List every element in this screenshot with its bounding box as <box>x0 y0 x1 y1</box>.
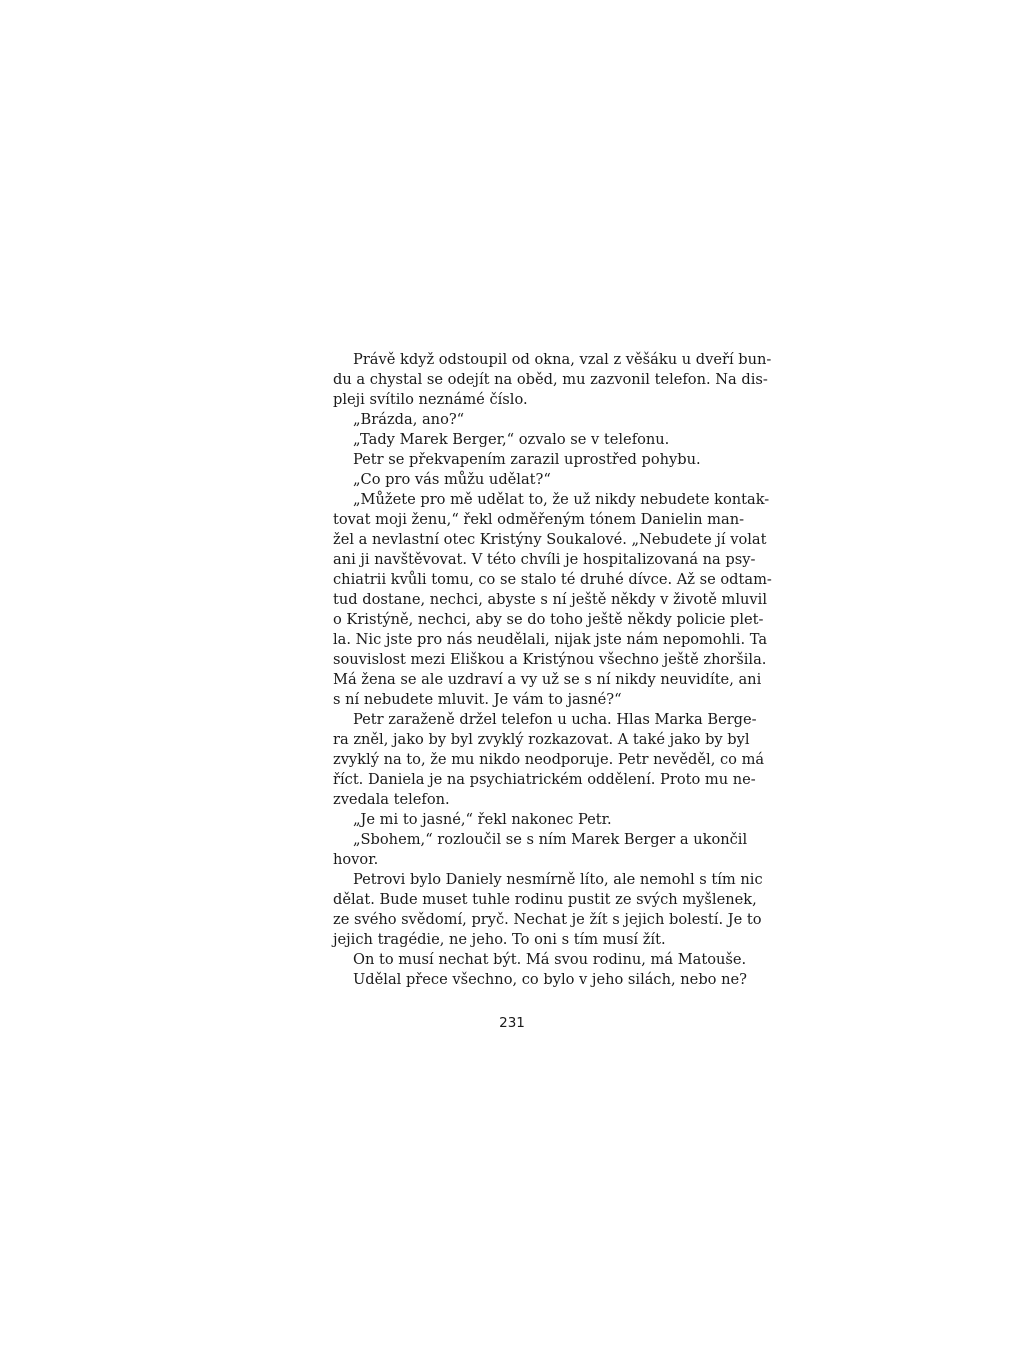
text-line: Má žena se ale uzdraví a vy už se s ní nikdy neuvidíte, ani <box>333 671 762 688</box>
text-line: hovor. <box>333 851 379 868</box>
text-line: ani ji navštěvovat. V této chvíli je hospitalizovaná na psy- <box>333 551 756 568</box>
paragraph <box>333 450 701 470</box>
paragraph <box>333 710 765 810</box>
book-page-text <box>333 350 772 990</box>
paragraph <box>333 470 701 490</box>
text-line: jejich tragédie, ne jeho. To oni s tím musí žít. <box>333 931 666 948</box>
text-line: la. Nic jste pro nás neudělali, nijak jste nám nepomohli. Ta <box>333 631 768 648</box>
paragraph <box>333 410 701 430</box>
text-line: s ní nebudete mluvit. Je vám to jasné?“ <box>333 691 622 708</box>
paragraph <box>333 490 772 710</box>
paragraph <box>333 430 701 450</box>
text-line: Právě když odstoupil od okna, vzal z věšáku u dveří bun- <box>353 351 772 368</box>
text-line: On to musí nechat být. Má svou rodinu, má Matouše. <box>353 951 747 968</box>
text-line: o Kristýně, nechci, aby se do toho ještě někdy policie plet- <box>333 611 764 628</box>
text-line: du a chystal se odejít na oběd, mu zazvonil telefon. Na dis- <box>333 371 768 388</box>
text-line: „Sbohem,“ rozloučil se s ním Marek Berger a ukončil <box>353 831 748 848</box>
paragraph <box>333 810 701 830</box>
text-line: „Je mi to jasné,“ řekl nakonec Petr. <box>353 811 612 828</box>
text-line: ze svého svědomí, pryč. Nechat je žít s jejich bolestí. Je to <box>333 911 762 928</box>
text-line: „Brázda, ano?“ <box>353 411 465 428</box>
text-line: tovat moji ženu,“ řekl odměřeným tónem Danielin man- <box>333 511 745 528</box>
paragraph <box>333 970 747 990</box>
paragraph <box>333 950 747 970</box>
paragraph <box>333 350 772 410</box>
text-line: zvedala telefon. <box>333 791 450 808</box>
text-line: „Tady Marek Berger,“ ozvalo se v telefonu. <box>353 431 670 448</box>
text-line: „Co pro vás můžu udělat?“ <box>353 471 551 488</box>
paragraph <box>333 870 763 950</box>
paragraph <box>333 830 748 870</box>
text-line: pleji svítilo neznámé číslo. <box>333 391 528 408</box>
text-line: žel a nevlastní otec Kristýny Soukalové. „Nebudete jí volat <box>333 531 767 548</box>
page-number: 231 <box>499 1015 525 1031</box>
text-line: Petr zaraženě držel telefon u ucha. Hlas Marka Berge- <box>353 711 757 728</box>
text-line: chiatrii kvůli tomu, co se stalo té druhé dívce. Až se odtam- <box>333 571 772 588</box>
text-line: souvislost mezi Eliškou a Kristýnou všechno ještě zhoršila. <box>333 651 767 668</box>
text-line: „Můžete pro mě udělat to, že už nikdy nebudete kontak- <box>353 491 770 508</box>
text-line: Petrovi bylo Daniely nesmírně líto, ale nemohl s tím nic <box>353 871 763 888</box>
text-line: ra zněl, jako by byl zvyklý rozkazovat. A také jako by byl <box>333 731 750 748</box>
text-line: říct. Daniela je na psychiatrickém oddělení. Proto mu ne- <box>333 771 756 788</box>
text-line: Petr se překvapením zarazil uprostřed pohybu. <box>353 451 701 468</box>
text-line: Udělal přece všechno, co bylo v jeho silách, nebo ne? <box>353 971 747 988</box>
text-line: dělat. Bude muset tuhle rodinu pustit ze svých myšlenek, <box>333 891 757 908</box>
text-line: tud dostane, nechci, abyste s ní ještě někdy v životě mluvil <box>333 591 768 608</box>
text-line: zvyklý na to, že mu nikdo neodporuje. Petr nevěděl, co má <box>333 751 765 768</box>
